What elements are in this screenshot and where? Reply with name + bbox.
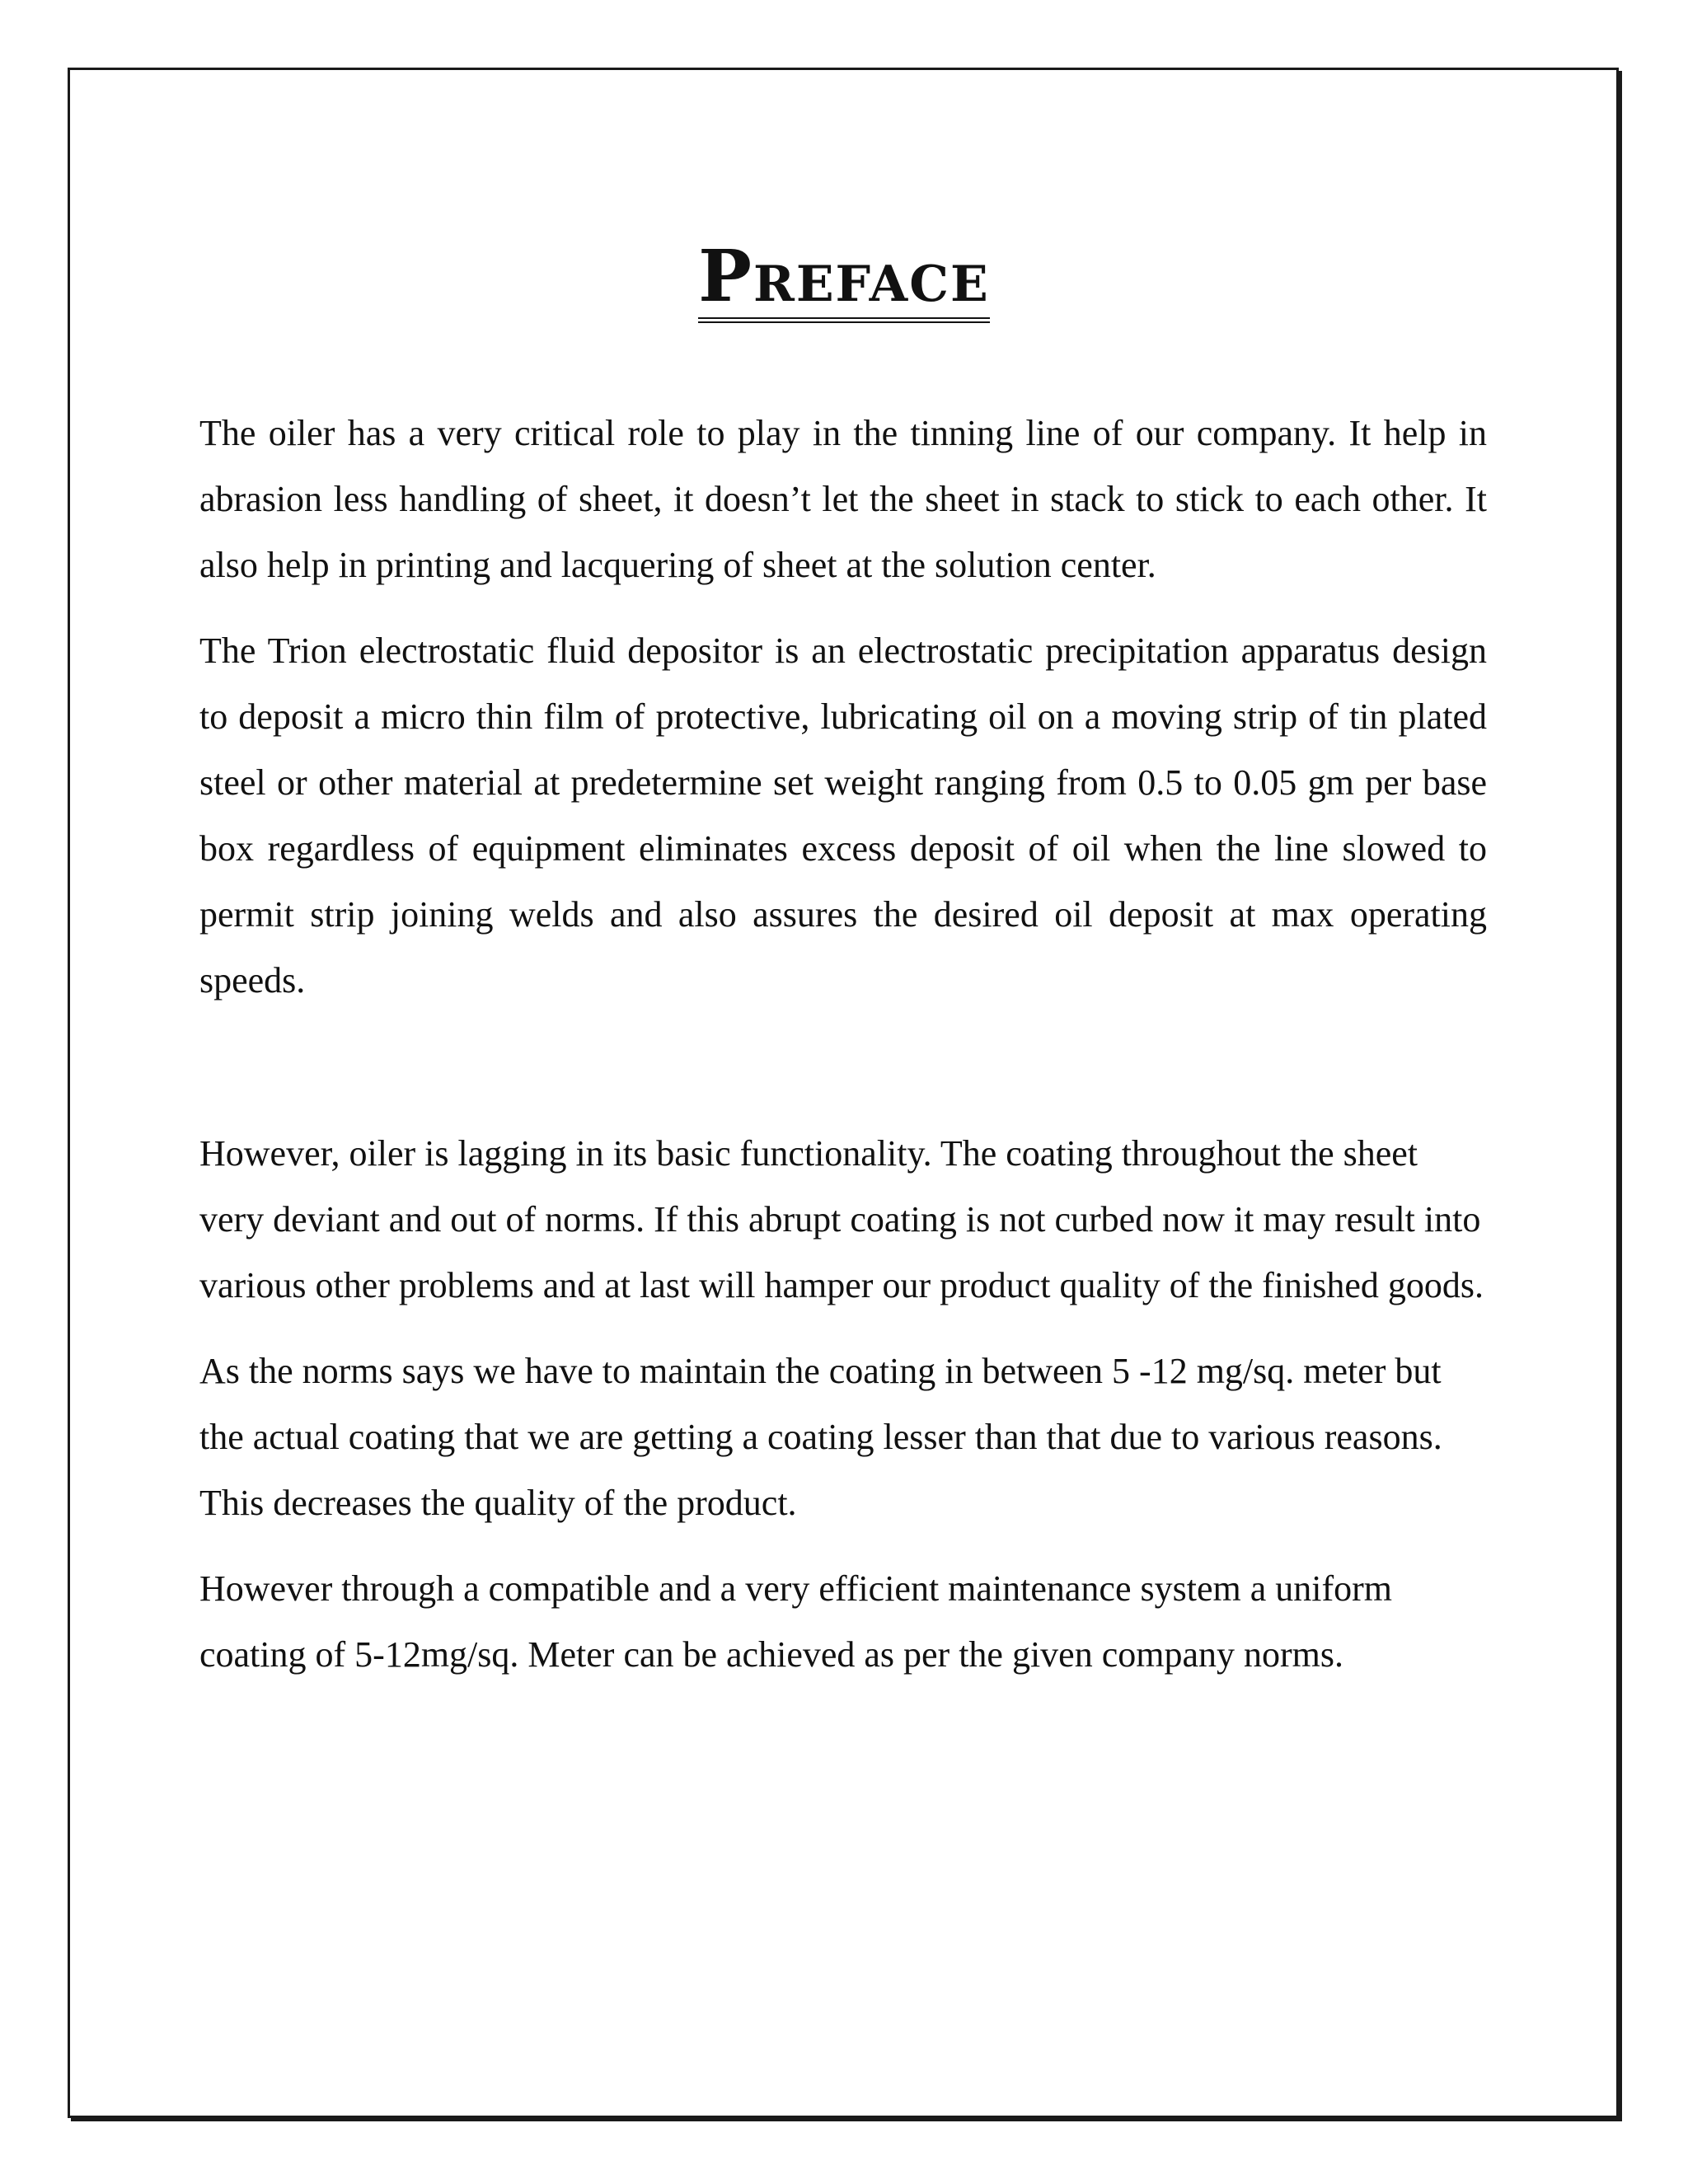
paragraph-intro: The oiler has a very critical role to play in the tinning line of our company. It help in abrasion less handling of sheet, it doesn’t let the sheet in stack to stick to each other. It also help in printing and lacquering of sheet at the solution center. [199,413,1487,585]
paragraph-lagging-functionality: However, oiler is lagging in its basic functionality. The coating throughout the sheet very deviant and out of norms. If this abrupt coating is not curbed now it may result into various other problems and at last will hamper our product quality of the finished goods. [199,1133,1484,1305]
body-text [199,401,1487,1708]
paragraph-coating-norms: As the norms says we have to maintain the coating in between 5 -12 mg/sq. meter but the actual coating that we are getting a coating lesser than that due to various reasons. This decreases the quality of the product. [199,1351,1442,1523]
page-title: Preface [698,241,989,323]
paragraph-maintenance-system: However through a compatible and a very efficient maintenance system a uniform coating of 5-12mg/sq. Meter can be achieved as per the given company norms. [199,1568,1392,1675]
paragraph-trion-depositor: The Trion electrostatic fluid depositor is an electrostatic precipitation apparatus design to deposit a micro thin film of protective, lubricating oil on a moving strip of tin plated steel or other material at predetermine set weight ranging from 0.5 to 0.05 gm per base box regardless of equipment eliminates excess deposit of oil when the line slowed to permit strip joining welds and also assures the desired oil deposit at max operating speeds. [199,630,1487,1001]
title-container [0,194,1688,370]
